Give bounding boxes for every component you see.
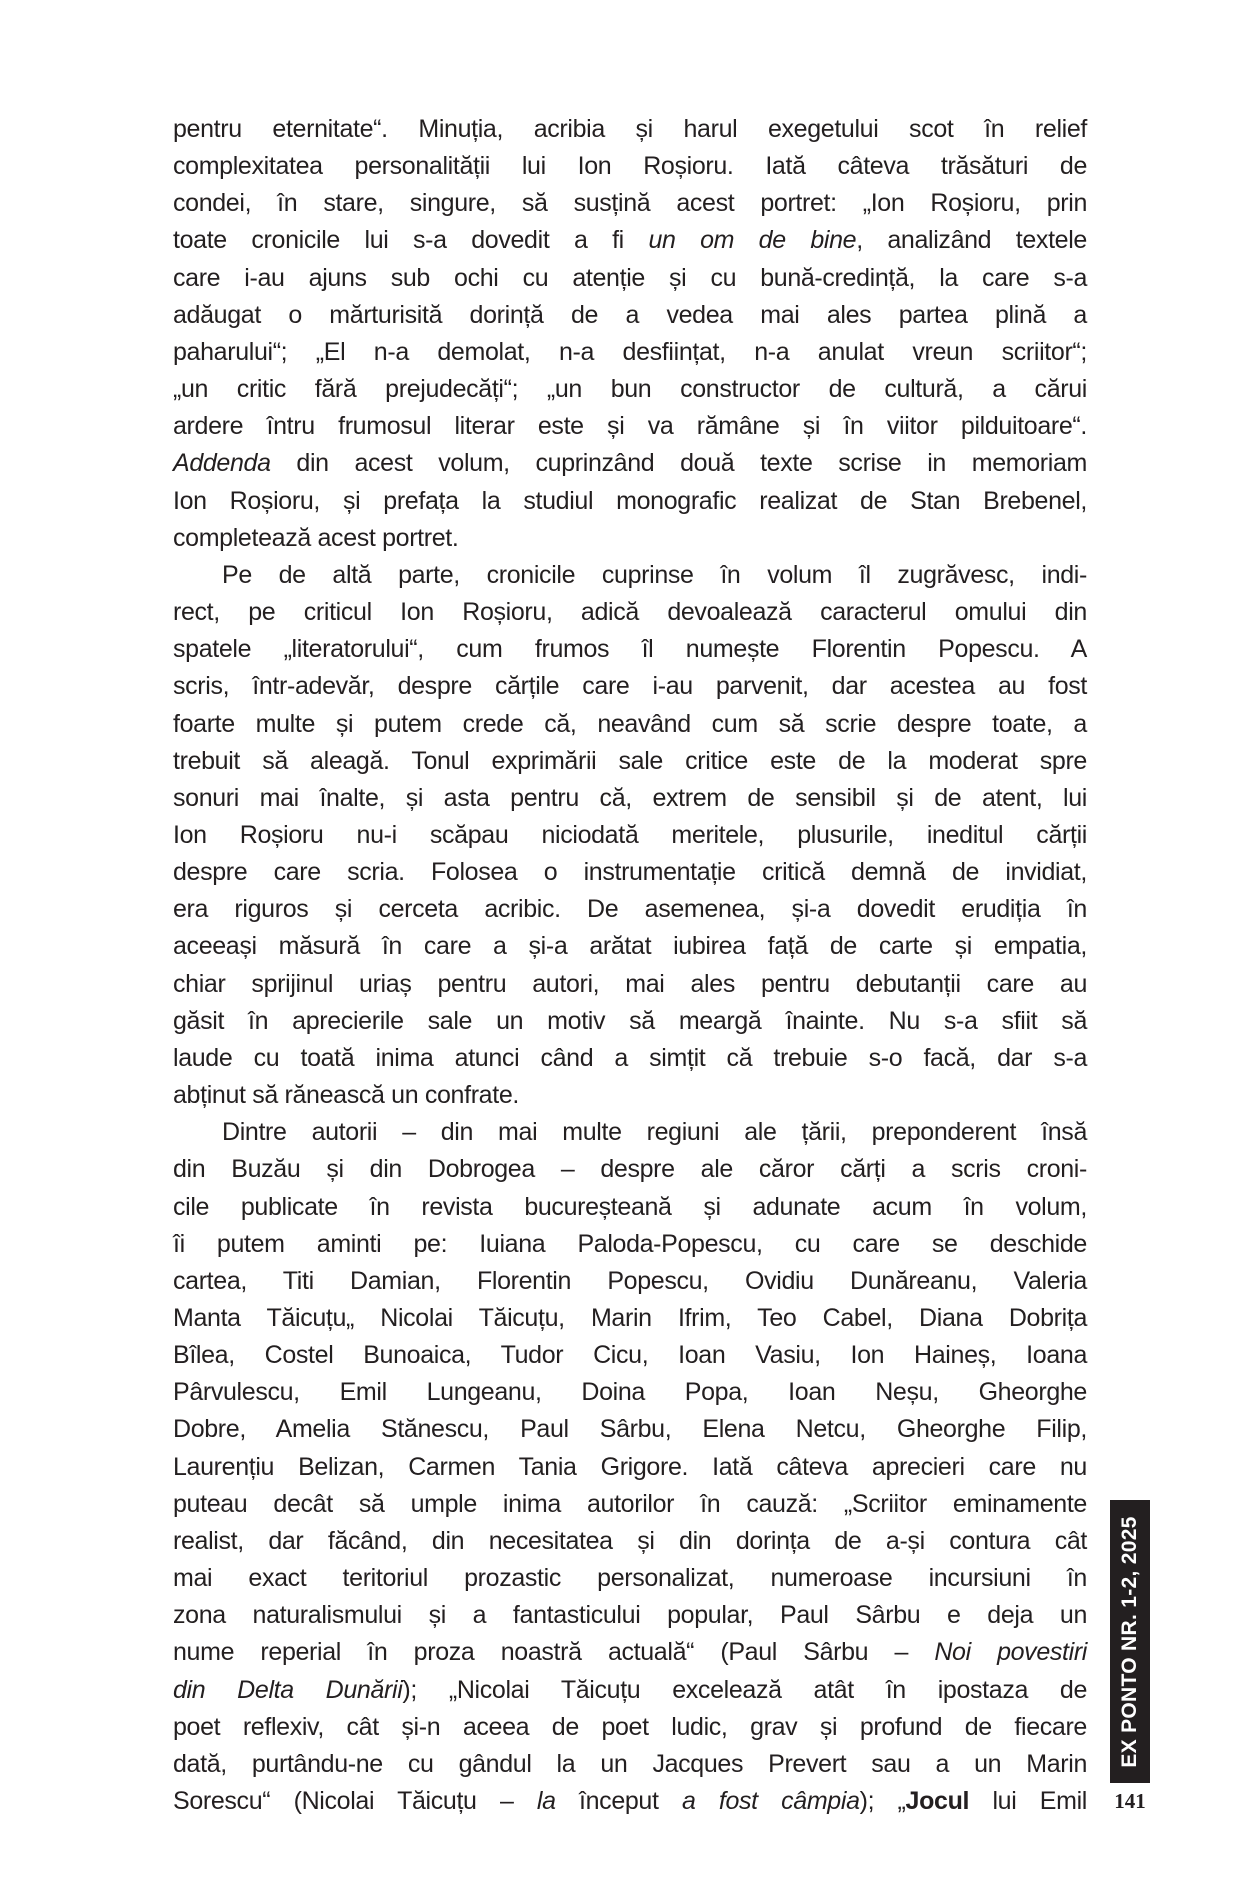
text-line — [173, 1523, 1087, 1560]
text-line — [173, 445, 1087, 482]
text-line — [173, 1226, 1087, 1263]
text-segment: ); „Nicolai Tăicuțu excelează atât în ipostaza de — [402, 1675, 1087, 1704]
text-line — [173, 1449, 1087, 1486]
text-segment: scris, într-adevăr, despre cărțile care i-au parvenit, dar acestea au fost — [173, 672, 1087, 701]
text-segment: Dobre, Amelia Stănescu, Paul Sârbu, Elena Netcu, Gheorghe Filip, — [173, 1415, 1087, 1444]
text-line — [173, 1486, 1087, 1523]
text-segment: sonuri mai înalte, și asta pentru că, extrem de sensibil și de atent, lui — [173, 783, 1087, 812]
text-line — [173, 1003, 1087, 1040]
text-line — [173, 185, 1087, 222]
body-text — [173, 111, 1087, 1820]
text-line — [173, 297, 1087, 334]
text-segment: Pe de altă parte, cronicile cuprinse în volum îl zugrăvesc, indi- — [222, 560, 1087, 589]
text-segment: toate cronicile lui s-a dovedit a fi — [173, 226, 649, 255]
text-segment: cartea, Titi Damian, Florentin Popescu, Ovidiu Dunăreanu, Valeria — [173, 1266, 1087, 1295]
text-line — [173, 668, 1087, 705]
text-segment: nume reperial în proza noastră actuală“ (Paul Sârbu – — [173, 1638, 935, 1667]
text-segment: despre care scria. Folosea o instrumentație critică demnă de invidiat, — [173, 858, 1087, 887]
text-line — [173, 1597, 1087, 1634]
text-segment: puteau decât să umple inima autorilor în cauză: „Scriitor eminamente — [173, 1489, 1087, 1518]
text-line — [173, 1263, 1087, 1300]
text-line — [173, 1189, 1087, 1226]
text-segment: Ion Roșioru, și prefața la studiul monografic realizat de Stan Brebenel, — [173, 486, 1087, 515]
text-segment: abținut să rănească un confrate. — [173, 1081, 519, 1110]
text-segment: din Buzău și din Dobrogea – despre ale căror cărți a scris croni- — [173, 1155, 1087, 1184]
text-segment: condei, în stare, singure, să susțină acest portret: „Ion Roșioru, prin — [173, 189, 1087, 218]
text-segment: poet reflexiv, cât și-n aceea de poet ludic, grav și profund de fiecare — [173, 1712, 1087, 1741]
text-segment: Manta Tăicuțu„ Nicolai Tăicuțu, Marin Ifrim, Teo Cabel, Diana Dobrița — [173, 1304, 1087, 1332]
text-segment: rect, pe criticul Ion Roșioru, adică devoalează caracterul omului din — [173, 598, 1087, 627]
text-segment: mai exact teritoriul prozastic personalizat, numeroase incursiuni în — [173, 1564, 1087, 1593]
text-segment: Laurențiu Belizan, Carmen Tania Grigore. Iată câteva aprecieri care nu — [173, 1452, 1087, 1481]
text-segment: zona naturalismului și a fantasticului popular, Paul Sârbu e deja un — [173, 1601, 1087, 1630]
text-line — [173, 520, 1087, 557]
text-line — [173, 222, 1087, 259]
text-line — [173, 891, 1087, 928]
text-segment: dată, purtându-ne cu gândul la un Jacques Prevert sau a un Marin — [173, 1749, 1087, 1778]
text-segment: îi putem aminti pe: Iuiana Paloda-Popescu, cu care se deschide — [173, 1229, 1087, 1258]
text-line — [173, 408, 1087, 445]
text-line — [173, 1411, 1087, 1448]
text-segment: complexitatea personalității lui Ion Roșioru. Iată câteva trăsături de — [173, 152, 1087, 181]
italic-text: a fost câmpia — [681, 1787, 860, 1816]
text-segment: aceeași măsură în care a și-a arătat iubirea față de carte și empatia, — [173, 932, 1087, 961]
text-line — [173, 1374, 1087, 1411]
text-line — [173, 334, 1087, 371]
text-segment: Bîlea, Costel Bunoaica, Tudor Cicu, Ioan Vasiu, Ion Haineș, Ioana — [173, 1341, 1087, 1370]
text-segment: spatele „literatorului“, cum frumos îl numește Florentin Popescu. A — [173, 635, 1087, 664]
text-line — [173, 928, 1087, 965]
paragraph-first-line — [173, 557, 1087, 594]
text-line — [173, 594, 1087, 631]
bold-text: Jocul — [905, 1787, 970, 1816]
text-segment: „un critic fără prejudecăți“; „un bun constructor de cultură, a cărui — [173, 375, 1087, 404]
text-line — [173, 817, 1087, 854]
text-line — [173, 1560, 1087, 1597]
text-segment: Dintre autorii – din mai multe regiuni ale țării, preponderent însă — [222, 1118, 1087, 1147]
text-segment: pentru eternitate“. Minuția, acribia și harul exegetului scot în relief — [173, 115, 1087, 143]
text-segment: ardere întru frumosul literar este și va rămâne și în viitor pilduitoare“. — [173, 412, 1087, 441]
text-segment: care i-au ajuns sub ochi cu atenție și cu bună-credință, la care s-a — [173, 263, 1087, 292]
text-segment: Ion Roșioru nu-i scăpau niciodată meritele, plusurile, ineditul cărții — [173, 820, 1087, 849]
text-line — [173, 148, 1087, 185]
text-line — [173, 483, 1087, 520]
text-segment: laude cu toată inima atunci când a simțit că trebuie s-o facă, dar s-a — [173, 1043, 1087, 1072]
italic-text: din Delta Dunării — [173, 1675, 403, 1704]
text-line — [173, 1709, 1087, 1746]
text-segment: realist, dar făcând, din necesitatea și din dorința de a-și contura cât — [173, 1526, 1087, 1555]
text-line — [173, 1746, 1087, 1783]
text-line — [173, 1337, 1087, 1374]
text-segment: găsit în aprecierile sale un motiv să meargă înainte. Nu s-a sfiit să — [173, 1006, 1087, 1035]
text-line — [173, 371, 1087, 408]
text-segment: trebuit să aleagă. Tonul exprimării sale critice este de la moderat spre — [173, 746, 1087, 775]
text-line — [173, 1151, 1087, 1188]
text-line — [173, 1300, 1087, 1337]
text-segment: , analizând textele — [856, 226, 1087, 255]
italic-text: un om de bine — [648, 226, 857, 255]
text-segment: lui Emil — [969, 1787, 1087, 1816]
text-segment: Sorescu“ (Nicolai Tăicuțu – — [173, 1787, 537, 1816]
text-segment: Pârvulescu, Emil Lungeanu, Doina Popa, Ioan Neșu, Gheorghe — [173, 1378, 1087, 1407]
journal-issue-label: EX PONTO NR. 1-2, 2025 — [1118, 1515, 1141, 1768]
text-line — [173, 780, 1087, 817]
text-line — [173, 743, 1087, 780]
text-segment: început — [555, 1787, 682, 1816]
italic-text: Addenda — [173, 449, 271, 478]
text-line — [173, 260, 1087, 297]
paragraph-first-line — [173, 1114, 1087, 1151]
text-line — [173, 111, 1087, 148]
text-line — [173, 1077, 1087, 1114]
text-segment: ); „ — [859, 1787, 906, 1816]
text-segment: din acest volum, cuprinzând două texte scrise in memoriam — [270, 449, 1087, 478]
text-line — [173, 854, 1087, 891]
text-segment: chiar sprijinul uriaș pentru autori, mai ales pentru debutanții care au — [173, 969, 1087, 998]
text-line — [173, 706, 1087, 743]
text-line — [173, 631, 1087, 668]
text-segment: paharului“; „El n-a demolat, n-a desființat, n-a anulat vreun scriitor“; — [173, 337, 1087, 366]
page-number: 141 — [1114, 1789, 1146, 1813]
text-segment: foarte multe și putem crede că, neavând cum să scrie despre toate, a — [173, 709, 1087, 738]
text-line — [173, 1040, 1087, 1077]
text-segment: adăugat o mărturisită dorință de a vedea mai ales partea plină a — [173, 300, 1087, 329]
text-segment: era riguros și cerceta acribic. De asemenea, și-a dovedit erudiția în — [173, 895, 1087, 924]
text-line — [173, 1634, 1087, 1671]
text-line — [173, 966, 1087, 1003]
journal-issue-band — [1110, 1500, 1150, 1783]
text-line — [173, 1783, 1087, 1820]
italic-text: Noi povestiri — [934, 1638, 1088, 1667]
text-line — [173, 1672, 1087, 1709]
text-segment: cile publicate în revista bucureșteană și adunate acum în volum, — [173, 1192, 1087, 1221]
text-segment: completează acest portret. — [173, 523, 459, 552]
italic-text: la — [536, 1787, 556, 1816]
